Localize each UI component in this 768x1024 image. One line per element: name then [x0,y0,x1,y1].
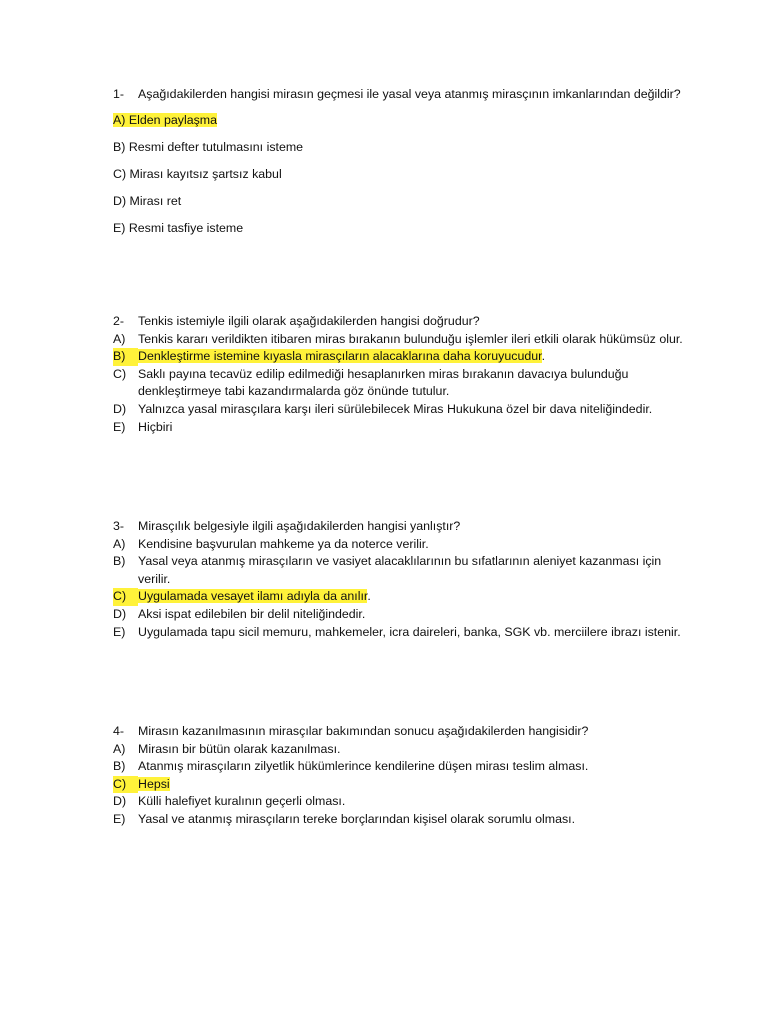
option-d [113,401,683,419]
option-e [113,624,683,642]
option-d [113,606,683,624]
option-d [113,193,683,211]
option-text: Mirasın bir bütün olarak kazanılması. [138,741,341,756]
option-text: Aksi ispat edilebilen bir delil niteliğindedir. [138,606,366,621]
option-letter: E) [113,811,126,826]
highlighted-answer: Hepsi [138,776,170,791]
option-letter: D) [113,401,127,416]
option-text-wrap [138,776,683,794]
option-letter: A) [113,536,126,551]
option-letter: E) [113,624,126,639]
option-a [113,536,683,554]
option-b [113,758,683,776]
question-text: Aşağıdakilerden hangisi mirasın geçmesi ile yasal veya atanmış mirasçının imkanlarından değildir? [138,87,681,101]
question-3 [113,518,683,641]
option-letter: B) [113,139,126,154]
question-text: Tenkis istemiyle ilgili olarak aşağıdakilerden hangisi doğrudur? [138,314,480,328]
question-stem [113,518,683,536]
option-c [113,588,683,606]
option-letter: C) [113,166,127,181]
question-text: Mirasın kazanılmasının mirasçılar bakımından sonucu aşağıdakilerden hangisidir? [138,724,589,738]
question-number: 2- [113,314,125,328]
option-text: Tenkis kararı verildikten itibaren miras bırakanın bulunduğu işlemler ileri etkili olarak hükümsüz olur. [138,331,683,346]
option-letter: C) [113,776,138,794]
question-stem [113,723,683,741]
option-text: Mirası kayıtsız şartsız kabul [129,166,282,181]
option-letter: D) [113,606,127,621]
question-1 [113,86,683,247]
option-letter: A) [113,331,126,346]
option-letter: A) [113,741,126,756]
highlighted-answer [113,113,217,127]
option-letter: A) [113,112,126,127]
question-number: 1- [113,87,125,101]
option-text: Hiçbiri [138,419,173,434]
option-b [113,553,683,588]
option-a [113,331,683,349]
question-stem [113,313,683,331]
option-e [113,220,683,238]
highlighted-answer: Uygulamada vesayet ilamı adıyla da anılır [138,589,368,604]
option-a [113,741,683,759]
question-number: 4- [113,724,125,738]
option-text: Yasal veya atanmış mirasçıların ve vasiyet alacaklılarının bu sıfatlarının aleniyet kazanması için verilir. [138,554,662,586]
option-e [113,419,683,437]
option-text: Atanmış mirasçıların zilyetlik hükümlerince kendilerine düşen mirası teslim alması. [138,759,589,774]
option-letter: C) [113,588,138,606]
option-e [113,811,683,829]
option-text: Kendisine başvurulan mahkeme ya da noterce verilir. [138,536,429,551]
question-text: Mirasçılık belgesiyle ilgili aşağıdakilerden hangisi yanlıştır? [138,519,461,533]
option-text: Yasal ve atanmış mirasçıların tereke borçlarından kişisel olarak sorumlu olması. [138,811,576,826]
option-letter: B) [113,554,126,569]
option-text: Saklı payına tecavüz edilip edilmediği hesaplanırken miras bırakanın davacıya bulunduğu denkleştirmeye tabi kazandırmalarda göz önünde tutulur. [138,366,629,399]
option-b [113,348,683,366]
option-text: Uygulamada tapu sicil memuru, mahkemeler, icra daireleri, banka, SGK vb. merciilere ibrazı istenir. [138,624,681,639]
option-a [113,112,683,130]
option-letter: B) [113,759,126,774]
option-letter: D) [113,193,127,208]
option-text: Külli halefiyet kuralının geçerli olması. [138,794,346,809]
option-letter: B) [113,348,138,366]
option-c [113,366,683,401]
option-text: Yalnızca yasal mirasçılara karşı ileri sürülebilecek Miras Hukukuna özel bir dava niteliğindedir. [138,401,653,416]
option-text: Mirası ret [129,193,182,208]
option-letter: C) [113,366,127,381]
option-text: Elden paylaşma [128,112,218,127]
option-c [113,776,683,794]
option-text: Resmi tasfiye isteme [128,220,244,235]
option-letter: D) [113,794,127,809]
question-4 [113,723,683,829]
option-b [113,139,683,157]
option-d [113,793,683,811]
question-stem [113,86,683,104]
option-suffix: . [367,589,371,604]
option-letter: E) [113,419,126,434]
question-number: 3- [113,519,125,533]
option-text: Resmi defter tutulmasını isteme [128,139,304,154]
option-text-wrap [138,588,683,606]
option-text-wrap [138,348,683,366]
highlighted-answer: Denkleştirme istemine kıyasla mirasçıların alacaklarına daha koruyucudur [138,349,542,364]
option-suffix: . [541,349,546,364]
option-c [113,166,683,184]
option-letter: E) [113,220,126,235]
question-2 [113,313,683,436]
